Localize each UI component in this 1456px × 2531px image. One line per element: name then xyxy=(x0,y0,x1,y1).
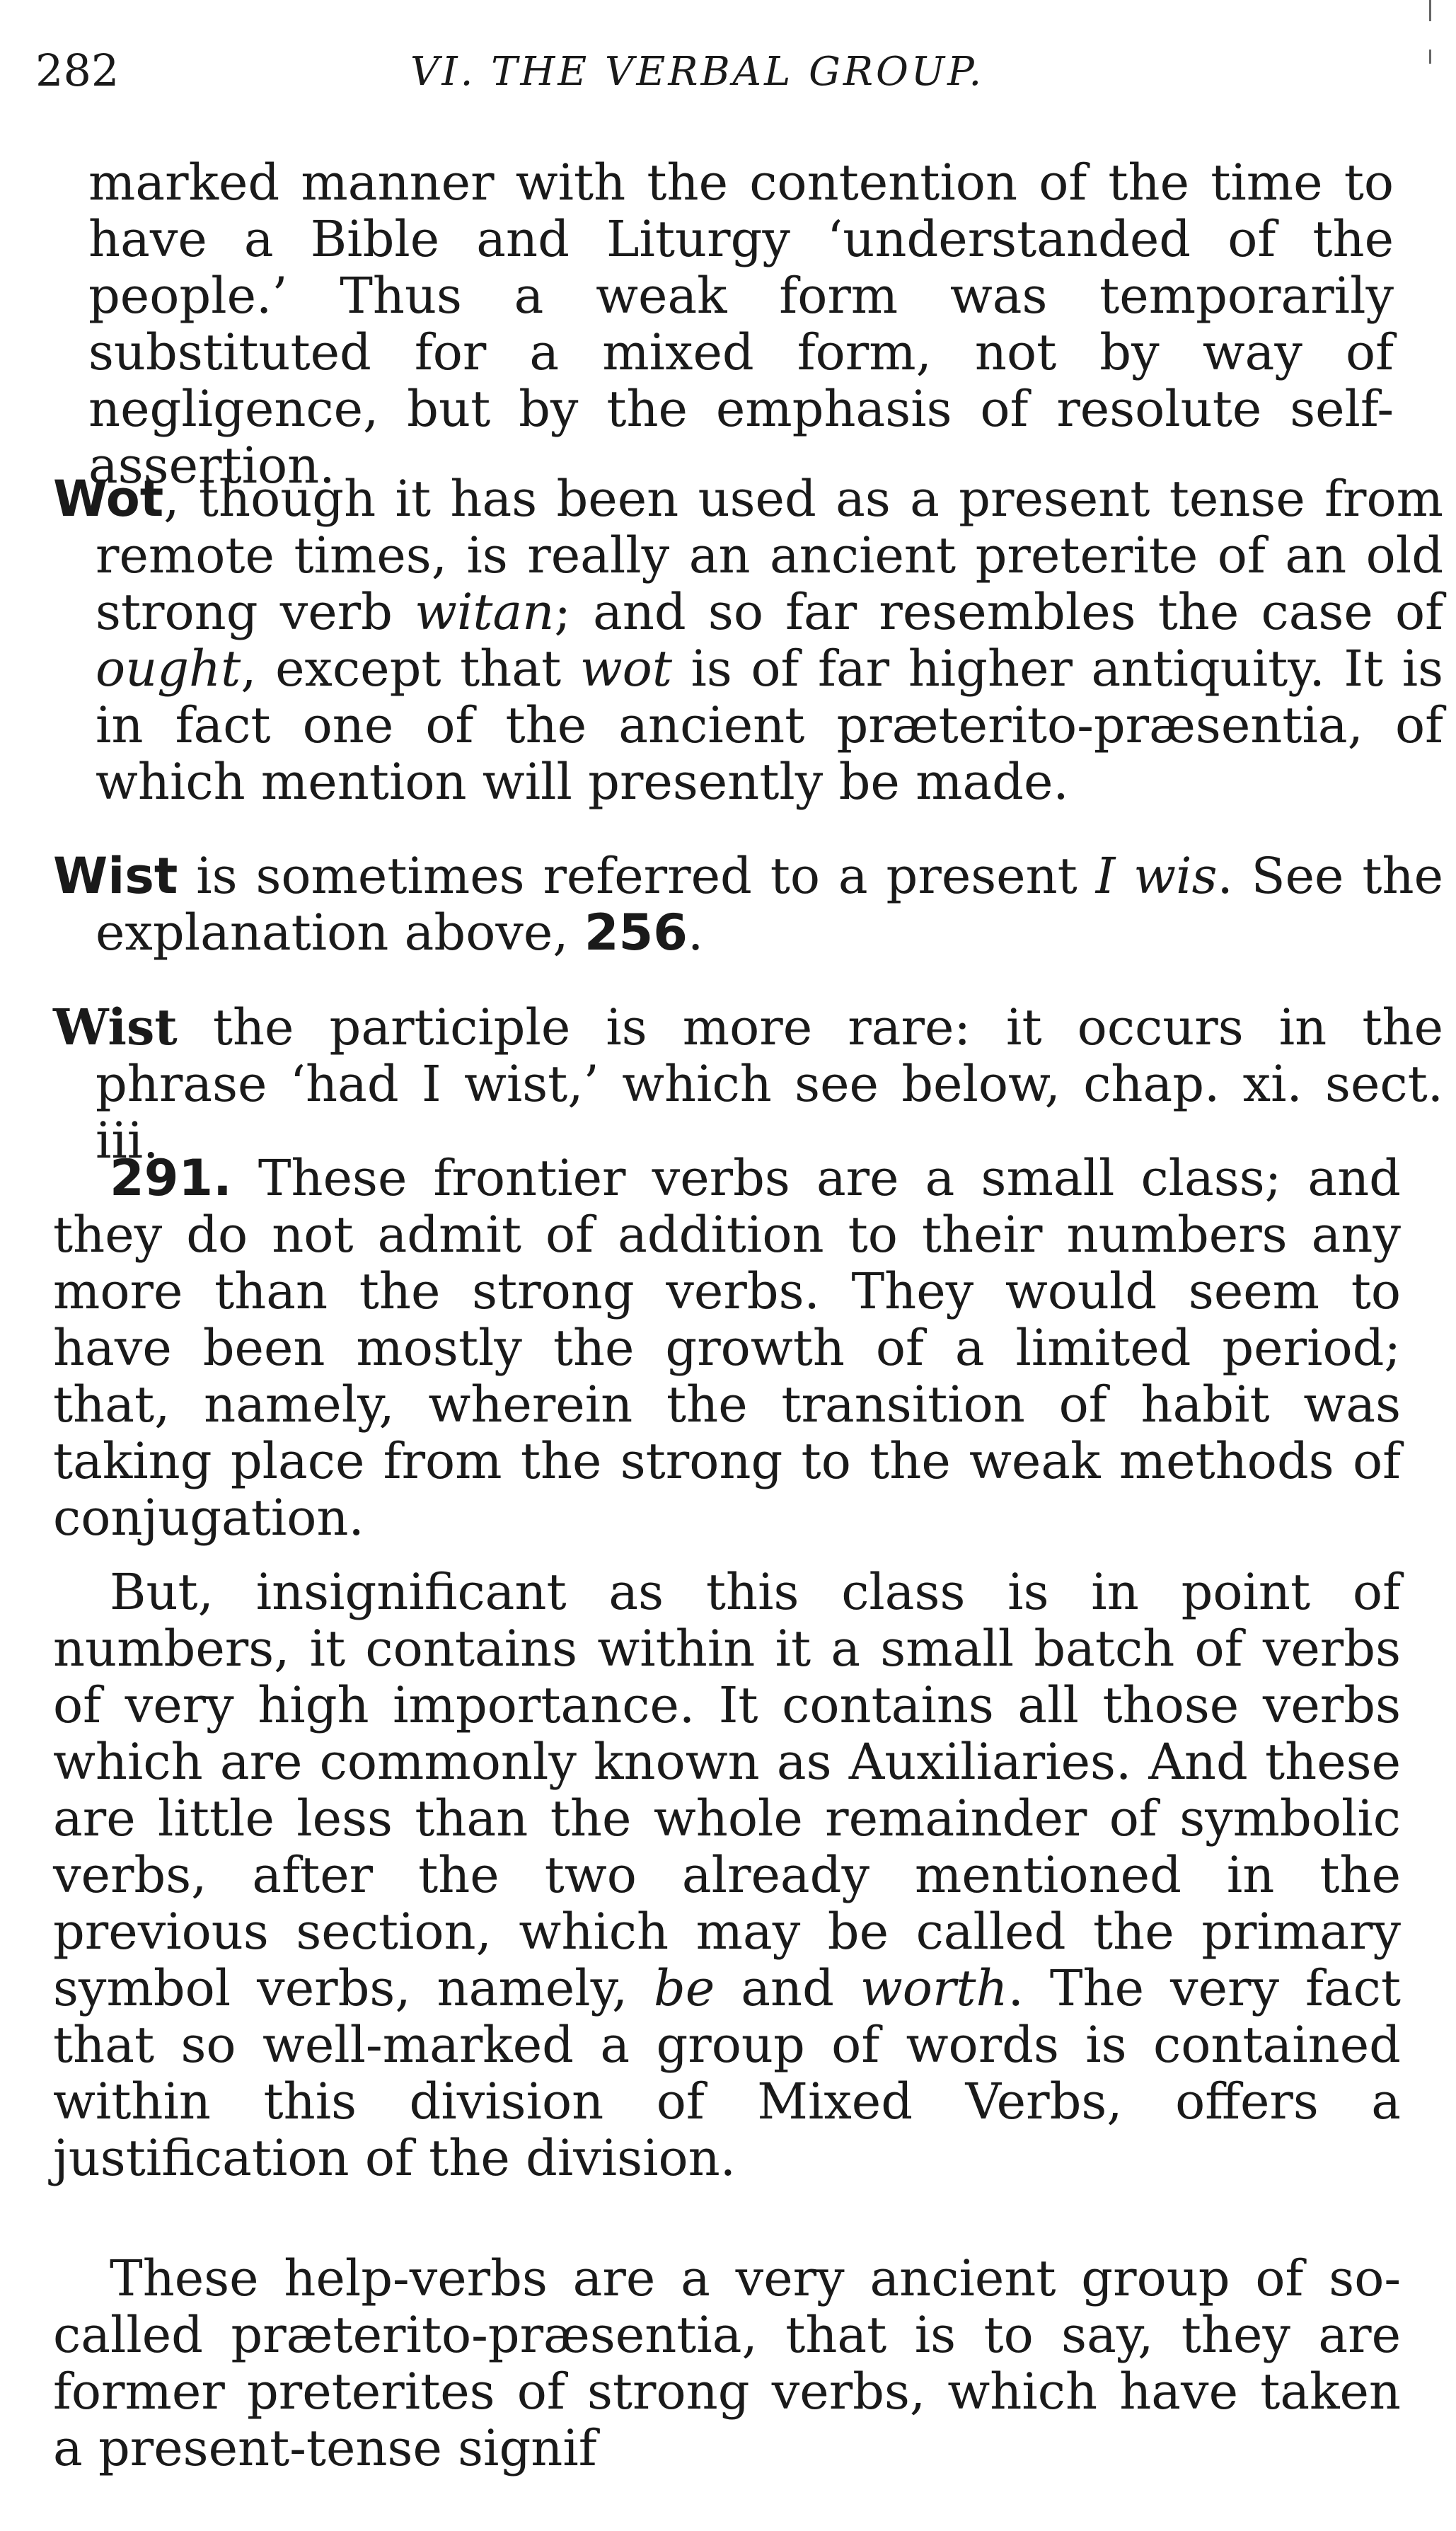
italic-word: witan xyxy=(415,583,555,641)
entry-wist-participle xyxy=(53,999,1443,1169)
italic-word: I wis xyxy=(1095,847,1218,905)
entry-wist xyxy=(53,848,1443,961)
section-291 xyxy=(53,1150,1401,1546)
entry-text: the participle is more rare: it occurs in the phrase ‘had I wist,’ which see below, chap. xi. sect. iii. xyxy=(96,998,1443,1170)
scan-edge-mark xyxy=(1429,0,1431,21)
entry-term-blackletter: Wist xyxy=(53,998,178,1056)
entry-text: , except that xyxy=(241,640,580,698)
italic-word: worth xyxy=(860,1959,1008,2017)
entry-text: is sometimes referred to a present xyxy=(178,847,1096,905)
page-header xyxy=(35,39,1380,124)
entry-text: . xyxy=(687,904,704,962)
section-reference: 256 xyxy=(584,904,688,962)
entry-term: Wot xyxy=(53,470,164,528)
entry-wot xyxy=(53,471,1443,810)
paragraph-help-verbs xyxy=(53,2250,1401,2477)
paragraph-continuation xyxy=(88,154,1394,494)
paragraph-auxiliaries xyxy=(53,1564,1401,2186)
section-number: 291. xyxy=(110,1149,232,1207)
paragraph-text: . The very fact that so well-marked a group of words is contained within this division of Mixed Verbs, offers a justification of the division. xyxy=(53,1959,1401,2187)
paragraph-text: marked manner with the contention of the time to have a Bible and Liturgy ‘understanded of the people.’ Thus a weak form was temporarily substituted for a mixed form, not by way of negligence, but by the emphasis of resolute self-assertion. xyxy=(88,154,1394,495)
entry-text: . See the explanation above, xyxy=(96,847,1443,962)
entry-text: is of far higher antiquity. It is in fact one of the ancient præterito-præsentia, of which mention will presently be made. xyxy=(96,640,1443,811)
running-head: VI. THE VERBAL GROUP. xyxy=(410,49,985,95)
italic-word: ought xyxy=(96,640,241,698)
scan-edge-mark xyxy=(1429,50,1431,64)
paragraph-text: These help-verbs are a very ancient group of so-called præterito-præsentia, that is to say, they are former preterites of strong verbs, which have taken a present-tense signif xyxy=(53,2249,1401,2477)
italic-word: wot xyxy=(579,640,672,698)
entry-text: ; and so far resembles the case of xyxy=(554,583,1443,641)
paragraph-text: These frontier verbs are a small class; and they do not admit of addition to their numbers any more than the strong verbs. They would seem to have been mostly the growth of a limited period; that, namely, wherein the transition of habit was taking place from the strong to the weak methods of conjugation. xyxy=(53,1149,1401,1547)
entry-text: , though it has been used as a present tense from remote times, is really an ancient preterite of an old strong verb xyxy=(96,470,1443,641)
entry-term: Wist xyxy=(53,847,178,905)
paragraph-text: and xyxy=(715,1959,860,2017)
page-number: 282 xyxy=(35,45,120,96)
italic-word: be xyxy=(654,1959,715,2017)
paragraph-text: But, insignificant as this class is in point of numbers, it contains within it a small batch of verbs of very high importance. It contains all those verbs which are commonly known as Auxiliaries. And these are little less than the whole remainder of symbolic verbs, after the two already mentioned in the previous section, which may be called the primary symbol verbs, namely, xyxy=(53,1563,1401,2017)
